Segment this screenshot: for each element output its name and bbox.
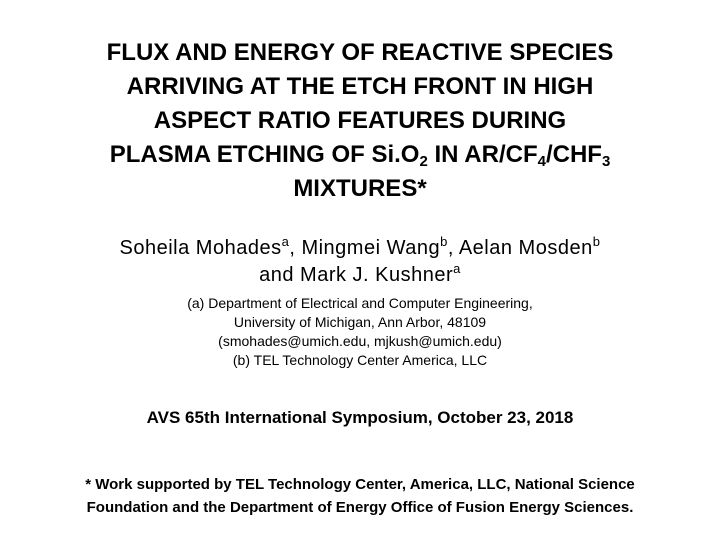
author-name: Aelan Mosden <box>458 237 593 259</box>
affiliation-line-2: University of Michigan, Ann Arbor, 48109 <box>233 314 487 330</box>
title-line-5: MIXTURES* <box>293 175 427 202</box>
author-affiliation-mark: a <box>453 261 461 276</box>
author-line-1 <box>20 235 700 262</box>
title-line-3: ASPECT RATIO FEATURES DURING <box>153 107 567 134</box>
title-line-4-part-a: PLASMA ETCHING OF Si.O <box>109 141 420 168</box>
author-list <box>20 235 700 289</box>
affiliation-emails: (smohades@umich.edu, mjkush@umich.edu) <box>218 333 502 349</box>
affiliation-line-4: (b) TEL Technology Center America, LLC <box>232 352 488 368</box>
author-name: Soheila Mohades <box>119 237 282 259</box>
conference-line: AVS 65th International Symposium, October 23, 2018 <box>146 408 574 427</box>
author-affiliation-mark: a <box>281 234 290 249</box>
author-connector: and <box>259 264 301 286</box>
author-affiliation-mark: b <box>440 234 448 249</box>
funding-footnote <box>20 473 700 519</box>
title-subscript-2: 2 <box>419 153 428 170</box>
affiliations <box>40 294 680 370</box>
footnote-line-1: * Work supported by TEL Technology Center, America, LLC, National Science <box>85 476 635 493</box>
author-name: Mark J. Kushner <box>300 264 454 286</box>
title-line-4 <box>40 138 680 172</box>
affiliation-line-1: (a) Department of Electrical and Computer Engineering, <box>187 295 533 311</box>
author-separator: , <box>289 237 302 259</box>
slide-title <box>40 36 680 206</box>
author-line-2 <box>20 262 700 289</box>
title-line-4-part-b: IN AR/CF <box>427 141 538 168</box>
title-line-2: ARRIVING AT THE ETCH FRONT IN HIGH <box>126 73 594 100</box>
footnote-line-2: Foundation and the Department of Energy Office of Fusion Energy Sciences. <box>86 499 634 516</box>
title-subscript-4: 4 <box>537 153 546 170</box>
author-separator: , <box>447 237 459 259</box>
title-subscript-3: 3 <box>601 153 611 170</box>
author-name: Mingmei Wang <box>301 237 441 259</box>
author-affiliation-mark: b <box>592 234 601 249</box>
title-line-4-part-c: /CHF <box>545 141 602 168</box>
title-line-1: FLUX AND ENERGY OF REACTIVE SPECIES <box>106 39 614 66</box>
